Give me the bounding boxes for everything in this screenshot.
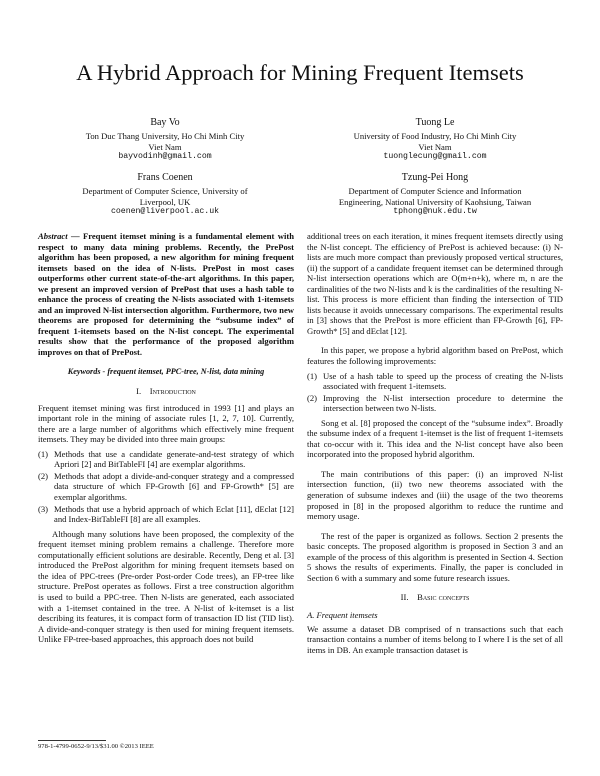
list-item — [38, 449, 294, 470]
abstract — [38, 231, 294, 358]
list-item — [38, 471, 294, 503]
right-paragraph-5: The rest of the paper is organized as follows. Section 2 presents the basic concepts. The proposed algorithm is proposed in Section 3 and an example of the process of this algorithm is presented in Section 4. Section 5 shows the results of experiments. Finally, the paper is concluded in Section 6 with a summary and some future research issues. — [307, 530, 563, 583]
author-affiliation: Engineering, National University of Kaohsiung, Taiwan — [338, 196, 532, 207]
list-text: Use of a hash table to speed up the process of creating the N-lists associated with frequent 1-itemsets. — [323, 370, 563, 392]
section-number: II. — [400, 592, 409, 603]
author-email: tphong@nuk.edu.tw — [393, 207, 477, 217]
list-text: Methods that adopt a divide-and-conquer strategy and a compressed data structure of which FP-Growth [6] and FP-Growth* [5] are exemplar algorithms. — [54, 470, 294, 503]
list-number: (1) — [38, 448, 49, 459]
right-paragraph-1: additional trees on each iteration, it mines frequent itemsets directly using the N-list concept. The efficiency of PrePost is achieved because: (i) N-lists are much more compact than previously proposed vertical structures, (ii) the support of a candidate frequent itemset can be determined through N-list intersection operations which are O(m+n+k), where m, n are the cardinalities of the two N-lists and k is the cardinalities of the resulting N-list. This process is more efficient than finding the intersection of TID lists because it avoids unnecessary comparisons. The experimental results in [3] shows that the PrePost is more efficient than FP-Growth [6], FP-Growth* [5] and dEclat [12]. — [307, 231, 563, 336]
right-paragraph-2: In this paper, we propose a hybrid algorithm based on PrePost, which features the following improvements: — [307, 345, 563, 367]
keywords: Keywords - frequent itemset, PPC-tree, N-list, data mining — [67, 366, 265, 376]
copyright-footer: 978-1-4799-0652-9/13/$31.00 ©2013 IEEE — [38, 743, 154, 750]
author-email: bayvodinh@gmail.com — [118, 152, 212, 162]
intro-paragraph-1: Frequent itemset mining was first introduced in 1993 [1] and plays an important role in the mining of associate rules [1, 2, 7, 10]. Currently, there are a large number of algorithms which effectively mine frequent itemsets. They may be divided into three main groups: — [38, 402, 294, 445]
author-affiliation: Department of Computer Science, University of — [82, 186, 248, 196]
list-item — [307, 393, 563, 414]
intro-paragraph-2: Although many solutions have been proposed, the complexity of the frequent itemset mining problem remains a challenge. Therefore more computationally efficient solutions are desirable. Recently, Deng et al. [3] introduced the PrePost algorithm for mining frequent itemsets based on the idea of PPC-trees (Pre-order Post-order Code trees), an FP-tree like structure. PrePost operates as follows. First a tree construction algorithm is used to build a PPC-tree. Then N-lists are generated, each associated with a 1-itemset contained in the tree. A N-list of k-itemset is a list describing its features, it is compact form of transaction ID list (TID list). A divide-and-conquer strategy is then used for mining frequent itemsets. Unlike FP-tree-based approaches, this approach does not build — [38, 528, 294, 645]
section-title: Introduction — [149, 386, 196, 397]
author-email: coenen@liverpool.ac.uk — [110, 207, 220, 217]
improvements-list — [307, 371, 563, 414]
right-paragraph-3: Song et al. [8] proposed the concept of the “subsume index”. Broadly the subsume index of a frequent 1-itemset is the list of frequent 1-itemsets that co-occur with it. This idea and the N-list concept have also been incorporated into the proposed hybrid algorithm. — [307, 417, 563, 460]
left-column — [38, 231, 294, 645]
author-affiliation: Liverpool, UK — [139, 196, 191, 207]
paper-title: A Hybrid Approach for Mining Frequent Itemsets — [76, 60, 524, 85]
author-affiliation: Ton Duc Thang University, Ho Chi Minh City — [85, 131, 245, 141]
list-number: (2) — [307, 392, 318, 403]
list-item — [307, 371, 563, 392]
abstract-label: Abstract — [38, 231, 68, 241]
footer-rule — [38, 740, 106, 741]
author-affiliation: University of Food Industry, Ho Chi Minh City — [353, 131, 517, 141]
author-block-1 — [40, 117, 290, 163]
author-name: Tuong Le — [415, 117, 455, 128]
subsection-heading: A. Frequent itemsets — [307, 609, 378, 620]
author-block-3 — [40, 172, 290, 218]
author-name: Frans Coenen — [137, 172, 193, 183]
author-country: Viet Nam — [418, 141, 452, 152]
author-country: Viet Nam — [148, 141, 182, 152]
list-number: (1) — [307, 370, 318, 381]
section-heading-basic-concepts — [307, 592, 563, 603]
list-number: (2) — [38, 470, 49, 481]
right-paragraph-4: The main contributions of this paper: (i) an improved N-list intersection function, (ii) two new theorems associated with the generation of subsume indexes and (iii) the usage of the two theorems proposed in [8] in the proposed algorithm to reduce the runtime and memory usage. — [307, 468, 563, 522]
section-number: I. — [136, 386, 142, 397]
section-heading-introduction — [38, 386, 294, 397]
abstract-text: — Frequent itemset mining is a fundamental element with respect to many data mining problems. Recently, the PrePost algorithm has been proposed, a new algorithm for mining frequent itemsets based on the idea of N-lists. PrePost in most cases outperforms other current state-of-the-art algorithms. In this paper, we present an improved version of PrePost that uses a hash table to enhance the process of creating the N-lists associated with 1-itemsets and an improved N-list intersection algorithm. Furthermore, two new theorems are proposed for determining the “subsume index” of frequent 1-itemsets based on the N-list concept. The experimental results show that the performance of the proposed algorithm improves on that of PrePost. — [38, 231, 294, 358]
author-email: tuonglecung@gmail.com — [383, 152, 487, 162]
intro-list — [38, 449, 294, 525]
list-text: Improving the N-list intersection procedure to determine the intersection between two N-lists. — [323, 392, 563, 414]
author-block-2 — [310, 117, 560, 163]
list-text: Methods that use a hybrid approach of which Eclat [11], dEclat [12] and Index-BitTableFI [8] are all examples. — [54, 503, 294, 525]
list-text: Methods that use a candidate generate-and-test strategy of which Apriori [2] and BitTableFI [4] are exemplar algorithms. — [54, 448, 294, 470]
section-title: Basic concepts — [417, 592, 470, 603]
author-block-4 — [310, 172, 560, 218]
list-item — [38, 504, 294, 525]
author-affiliation: Department of Computer Science and Information — [348, 186, 522, 196]
author-name: Bay Vo — [150, 117, 180, 128]
list-number: (3) — [38, 503, 49, 514]
author-name: Tzung-Pei Hong — [401, 172, 469, 183]
right-column — [307, 231, 563, 655]
right-paragraph-6: We assume a dataset DB comprised of n transactions such that each transaction contains a number of items belong to I where I is the set of all items in DB. An example transaction dataset is — [307, 623, 563, 655]
